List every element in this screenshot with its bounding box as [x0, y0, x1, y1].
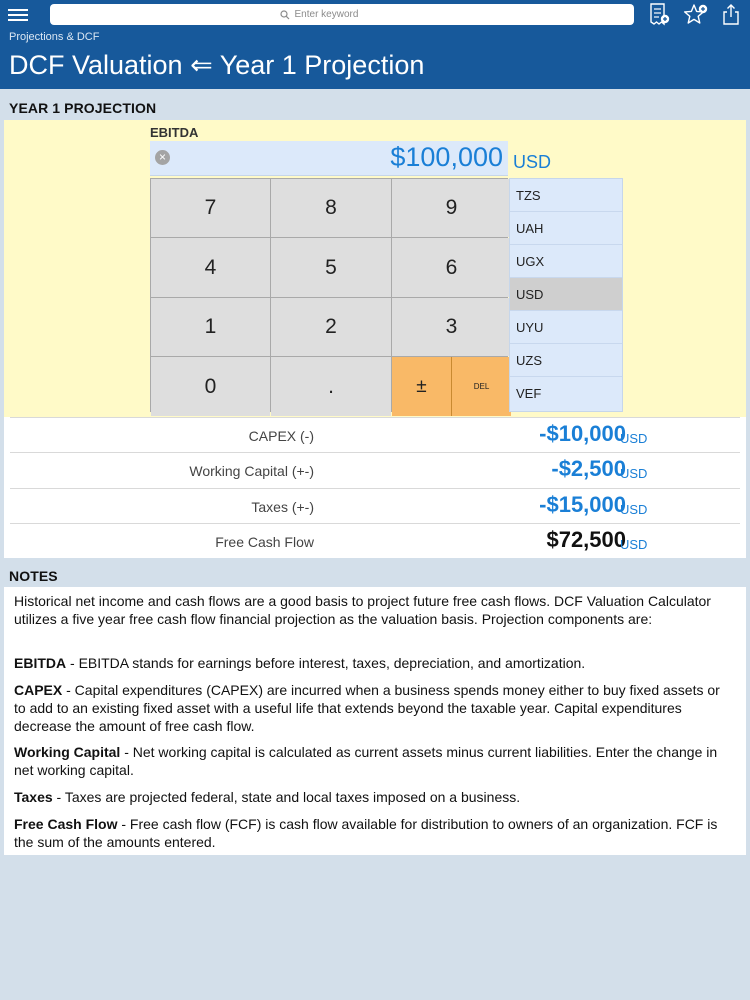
note-item: [14, 681, 726, 735]
page-header: [0, 29, 750, 89]
result-currency: USD: [620, 537, 648, 552]
key-1[interactable]: 1: [151, 298, 270, 356]
result-label: Taxes (+-): [251, 499, 314, 515]
key-7[interactable]: 7: [151, 179, 270, 237]
favorite-star-add-icon[interactable]: [683, 3, 709, 26]
key-3[interactable]: 3: [392, 298, 511, 356]
result-value: -$10,000: [539, 421, 626, 446]
ebitda-input[interactable]: [150, 141, 508, 176]
result-currency: USD: [620, 466, 648, 481]
currency-option[interactable]: UGX: [510, 245, 622, 278]
note-term: Taxes: [14, 789, 53, 805]
sign-delete-keys: [392, 357, 511, 416]
currency-picker[interactable]: [509, 178, 623, 412]
share-icon[interactable]: [722, 3, 740, 26]
note-item: [14, 654, 726, 672]
key-0[interactable]: 0: [151, 357, 270, 416]
currency-option[interactable]: UZS: [510, 344, 622, 377]
currency-option[interactable]: VEF: [516, 386, 542, 401]
clear-icon[interactable]: ×: [155, 150, 170, 165]
note-text: - Capital expenditures (CAPEX) are incurred when a business spends money either to buy fixed assets or to add to an existing fixed asset with a useful life that extends beyond the taxable year. Capital expenditures decrease the amount of free cash flow.: [14, 682, 720, 734]
note-item: [14, 788, 726, 806]
key-4[interactable]: 4: [151, 238, 270, 297]
note-item: [14, 743, 726, 779]
currency-option[interactable]: UAH: [510, 212, 622, 245]
projection-section-title: YEAR 1 PROJECTION: [9, 100, 157, 116]
note-term: Free Cash Flow: [14, 816, 118, 832]
free-cash-flow-row: [10, 523, 740, 559]
search-input[interactable]: [295, 9, 405, 20]
menu-icon[interactable]: [8, 6, 28, 22]
note-item: [14, 815, 726, 851]
working-capital-row[interactable]: [10, 452, 740, 488]
note-text: - Free cash flow (FCF) is cash flow available for distribution to owners of an organization. FCF is the sum of the amounts entered.: [14, 816, 718, 850]
top-toolbar: [0, 0, 750, 29]
note-text: - Taxes are projected federal, state and local taxes imposed on a business.: [52, 789, 521, 805]
note-term: CAPEX: [14, 682, 63, 698]
currency-option-selected[interactable]: USD: [510, 278, 622, 311]
note-text: - Net working capital is calculated as current assets minus current liabilities. Enter the change in net working capital.: [14, 744, 718, 778]
page-title: DCF Valuation ⇐ Year 1 Projection: [9, 50, 425, 80]
ebitda-currency[interactable]: USD: [513, 152, 552, 172]
notes-section-title: NOTES: [9, 568, 58, 584]
key-2[interactable]: 2: [271, 298, 391, 356]
key-5[interactable]: 5: [271, 238, 391, 297]
key-9[interactable]: 9: [392, 179, 511, 237]
sign-toggle-button[interactable]: ±: [392, 357, 451, 416]
ebitda-label: EBITDA: [150, 125, 199, 140]
delete-button[interactable]: DEL: [452, 357, 511, 416]
result-label: Working Capital (+-): [189, 463, 314, 479]
currency-option[interactable]: TZS: [510, 179, 622, 212]
notes-panel: [4, 587, 746, 855]
key-8[interactable]: 8: [271, 179, 391, 237]
note-term: Working Capital: [14, 744, 121, 760]
results-table: [4, 417, 746, 558]
result-label: CAPEX (-): [248, 428, 314, 444]
numeric-keypad: [150, 178, 508, 412]
notes-intro: Historical net income and cash flows are a good basis to project future free cash flows. DCF Valuation Calculator utilizes a five year free cash flow financial projection as the valuation basis. Projection components are:: [14, 593, 711, 627]
result-value: -$15,000: [539, 492, 626, 517]
search-icon: [280, 10, 290, 20]
projection-panel: [4, 120, 746, 417]
key-decimal[interactable]: .: [271, 357, 391, 416]
result-value: -$2,500: [551, 456, 626, 481]
key-6[interactable]: 6: [392, 238, 511, 297]
note-text: - EBITDA stands for earnings before interest, taxes, depreciation, and amortization.: [66, 655, 586, 671]
taxes-row[interactable]: [10, 488, 740, 524]
breadcrumb[interactable]: Projections & DCF: [9, 31, 100, 43]
capex-row[interactable]: [10, 417, 740, 453]
ebitda-value: $100,000: [390, 142, 503, 172]
free-cash-flow-value: $72,500: [546, 527, 626, 552]
note-term: EBITDA: [14, 655, 67, 671]
result-currency: USD: [620, 502, 648, 517]
currency-option[interactable]: UYU: [510, 311, 622, 344]
result-label: Free Cash Flow: [215, 534, 314, 550]
search-bar[interactable]: [50, 4, 634, 25]
receipt-add-icon[interactable]: [648, 3, 670, 26]
result-currency: USD: [620, 431, 648, 446]
